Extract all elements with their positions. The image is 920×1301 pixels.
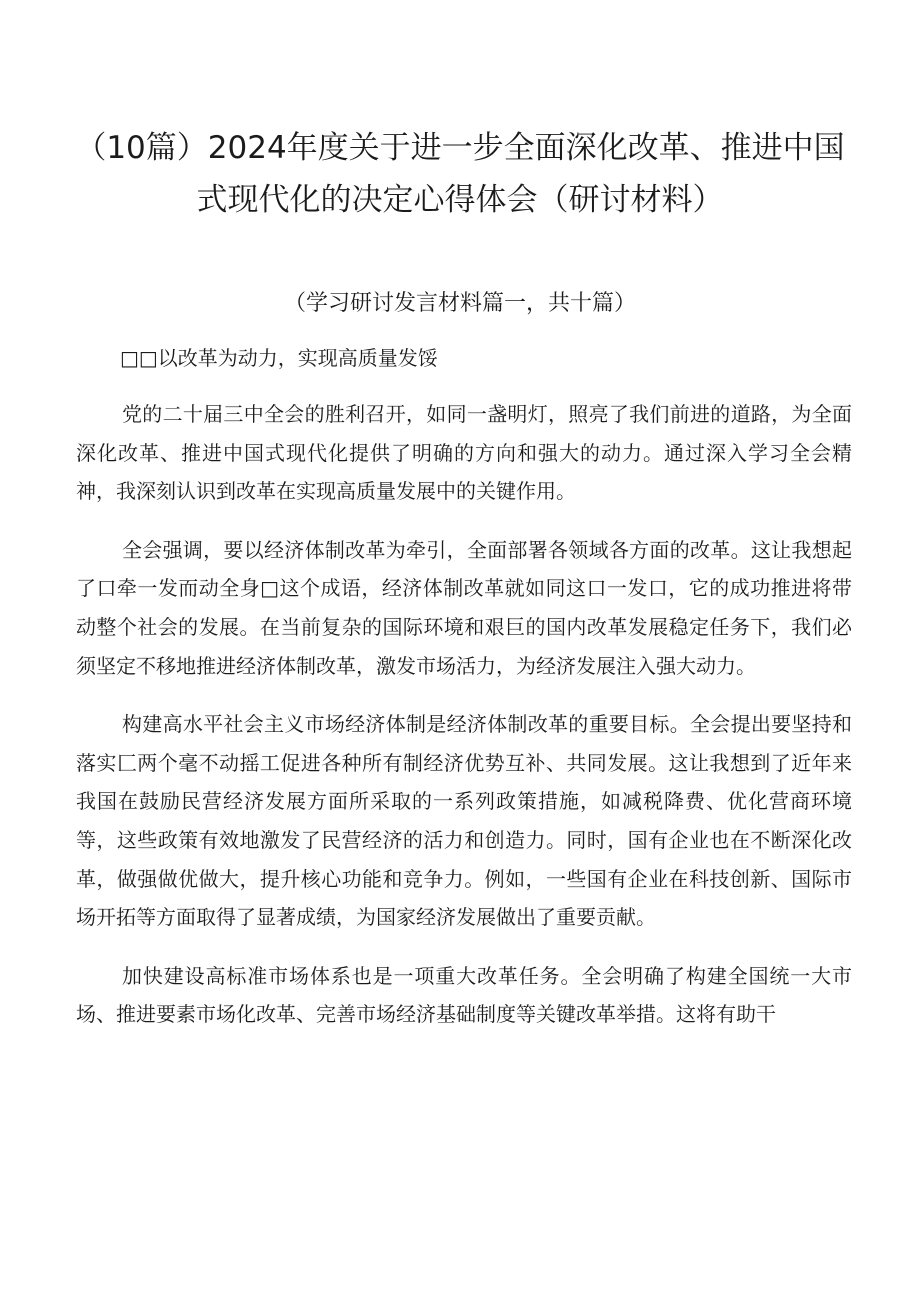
paragraph: 构建高水平社会主义市场经济体制是经济体制改革的重要目标。全会提出要坚持和落实匚两个毫不动摇工促进各种所有制经济优势互补、共同发展。这让我想到了近年来我国在鼓励民营经济发展方面所采取的一系列政策措施，如减税降费、优化营商环境等，这些政策有效地激发了民营经济的活力和创造力。同时，国有企业也在不断深化改革，做强做优做大，提升核心功能和竞争力。例如，一些国有企业在科技创新、国际市场开拓等方面取得了显著成绩，为国家经济发展做出了重要贡献。: [76, 712, 852, 930]
section-heading: □□以改革为动力，实现高质量发馁: [120, 346, 438, 370]
paragraph: 全会强调，要以经济体制改革为牵引，全面部署各领域各方面的改革。这让我想起了口牵一发而动全身□这个成语，经济体制改革就如同这口一发口，它的成功推进将带动整个社会的发展。在当前复杂的国际环境和艰巨的国内改革发展稳定任务下，我们必须坚定不移地推进经济体制改革，激发市场活力，为经济发展注入强大动力。: [76, 537, 852, 678]
paragraph: 加快建设高标准市场体系也是一项重大改革任务。全会明确了构建全国统一大市场、推进要素市场化改革、完善市场经济基础制度等关键改革举措。这将有助干: [76, 963, 852, 1027]
paragraph: 党的二十届三中全会的胜利召开，如同一盏明灯，照亮了我们前进的道路，为全面深化改革、推进中国式现代化提供了明确的方向和强大的动力。通过深入学习全会精神，我深刻认识到改革在实现高质量发展中的关键作用。: [76, 402, 852, 504]
document-title: （10篇）2024年度关于进一步全面深化改革、推进中国式现代化的决定心得体会（研讨材料）: [75, 130, 845, 218]
document-subtitle: （学习研讨发言材料篇一，共十篇）: [283, 291, 636, 316]
body-text: [76, 395, 852, 1054]
